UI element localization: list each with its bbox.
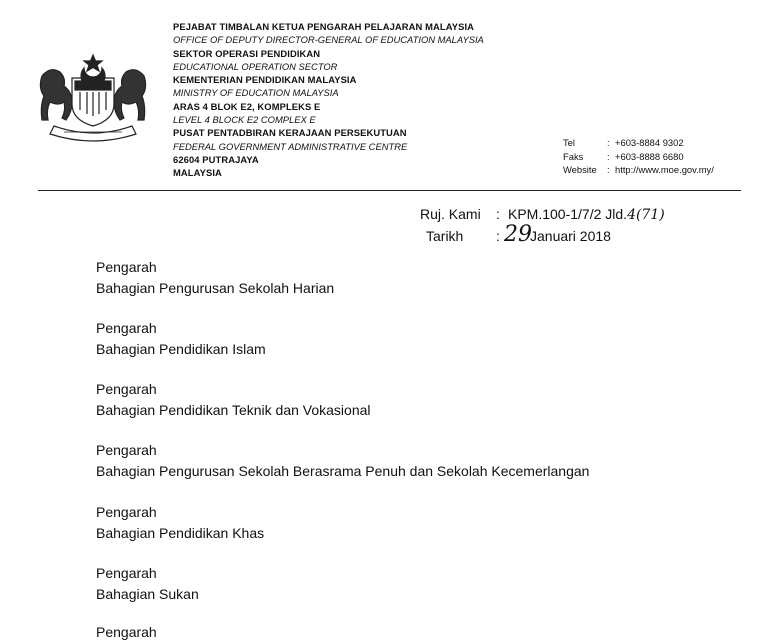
ruj-label: Ruj. Kami: [420, 206, 481, 222]
tarikh-separator: :: [496, 228, 500, 244]
addressee-division: Bahagian Pendidikan Islam: [96, 340, 266, 357]
ruj-value: KPM.100-1/7/2 Jld.: [508, 206, 628, 222]
letterhead-divider: [38, 190, 741, 191]
org-line: EDUCATIONAL OPERATION SECTOR: [173, 60, 338, 72]
reference-number-row: [420, 205, 665, 225]
org-line: LEVEL 4 BLOCK E2 COMPLEX E: [173, 114, 316, 126]
website-label: Website: [563, 164, 597, 175]
org-line: SEKTOR OPERASI PENDIDIKAN: [173, 47, 321, 59]
addressee-title: Pengarah: [96, 504, 157, 520]
tarikh-day-handwritten: 29: [504, 222, 532, 247]
org-line: FEDERAL GOVERNMENT ADMINISTRATIVE CENTRE: [173, 140, 408, 152]
addressee-division: Bahagian Pendidikan Teknik dan Vokasional: [96, 401, 371, 418]
date-row: [420, 222, 665, 247]
addressee-2: [96, 318, 266, 359]
addressee-title: Pengarah: [96, 320, 157, 336]
organization-address-block: [173, 20, 484, 180]
addressee-3: [96, 379, 371, 420]
addressee-7-partial: [96, 622, 157, 642]
org-line: PUSAT PENTADBIRAN KERAJAAN PERSEKUTUAN: [173, 127, 407, 139]
org-line: ARAS 4 BLOK E2, KOMPLEKS E: [173, 100, 321, 112]
addressee-title: Pengarah: [96, 565, 157, 581]
ruj-separator: :: [496, 206, 500, 222]
contact-separator: :: [607, 164, 610, 175]
contact-website: [563, 163, 714, 177]
tarikh-month-year: Januari 2018: [530, 228, 611, 244]
org-line: OFFICE OF DEPUTY DIRECTOR-GENERAL OF EDUCATION MALAYSIA: [173, 34, 484, 46]
addressee-title: Pengarah: [96, 259, 157, 275]
org-line: PEJABAT TIMBALAN KETUA PENGARAH PELAJARAN MALAYSIA: [173, 21, 475, 32]
addressee-division: Bahagian Pengurusan Sekolah Harian: [96, 279, 335, 296]
addressee-6: [96, 563, 199, 604]
addressee-1: [96, 257, 334, 298]
contact-fax: [563, 150, 714, 164]
contact-block: [563, 136, 714, 177]
fax-label: Faks: [563, 150, 584, 162]
addressee-5: [96, 502, 264, 543]
reference-block: [420, 205, 665, 246]
tel-label: Tel: [563, 137, 575, 148]
addressee-division: Bahagian Pendidikan Khas: [96, 524, 265, 541]
addressee-division: Bahagian Sukan: [96, 585, 199, 602]
org-line: MALAYSIA: [173, 167, 222, 179]
addressee-title: Pengarah: [96, 624, 157, 640]
addressee-title: Pengarah: [96, 442, 157, 458]
org-line: KEMENTERIAN PENDIDIKAN MALAYSIA: [173, 74, 357, 86]
tel-value: +603-8884 9302: [615, 137, 684, 148]
org-line: MINISTRY OF EDUCATION MALAYSIA: [173, 87, 339, 99]
addressee-title: Pengarah: [96, 381, 157, 397]
fax-value: +603-8888 6680: [615, 150, 684, 162]
contact-tel: [563, 136, 714, 150]
addressee-division: Bahagian Pengurusan Sekolah Berasrama Penuh dan Sekolah Kecemerlangan: [96, 462, 590, 479]
tarikh-label: Tarikh: [426, 228, 464, 244]
contact-separator: :: [607, 137, 610, 148]
website-link[interactable]: http://www.moe.gov.my/: [615, 164, 714, 175]
addressee-4: [96, 440, 589, 481]
ruj-handwritten: 4(71): [627, 207, 665, 223]
contact-separator: :: [607, 150, 610, 162]
org-line: 62604 PUTRAJAYA: [173, 153, 259, 165]
coat-of-arms-logo: [34, 52, 152, 142]
